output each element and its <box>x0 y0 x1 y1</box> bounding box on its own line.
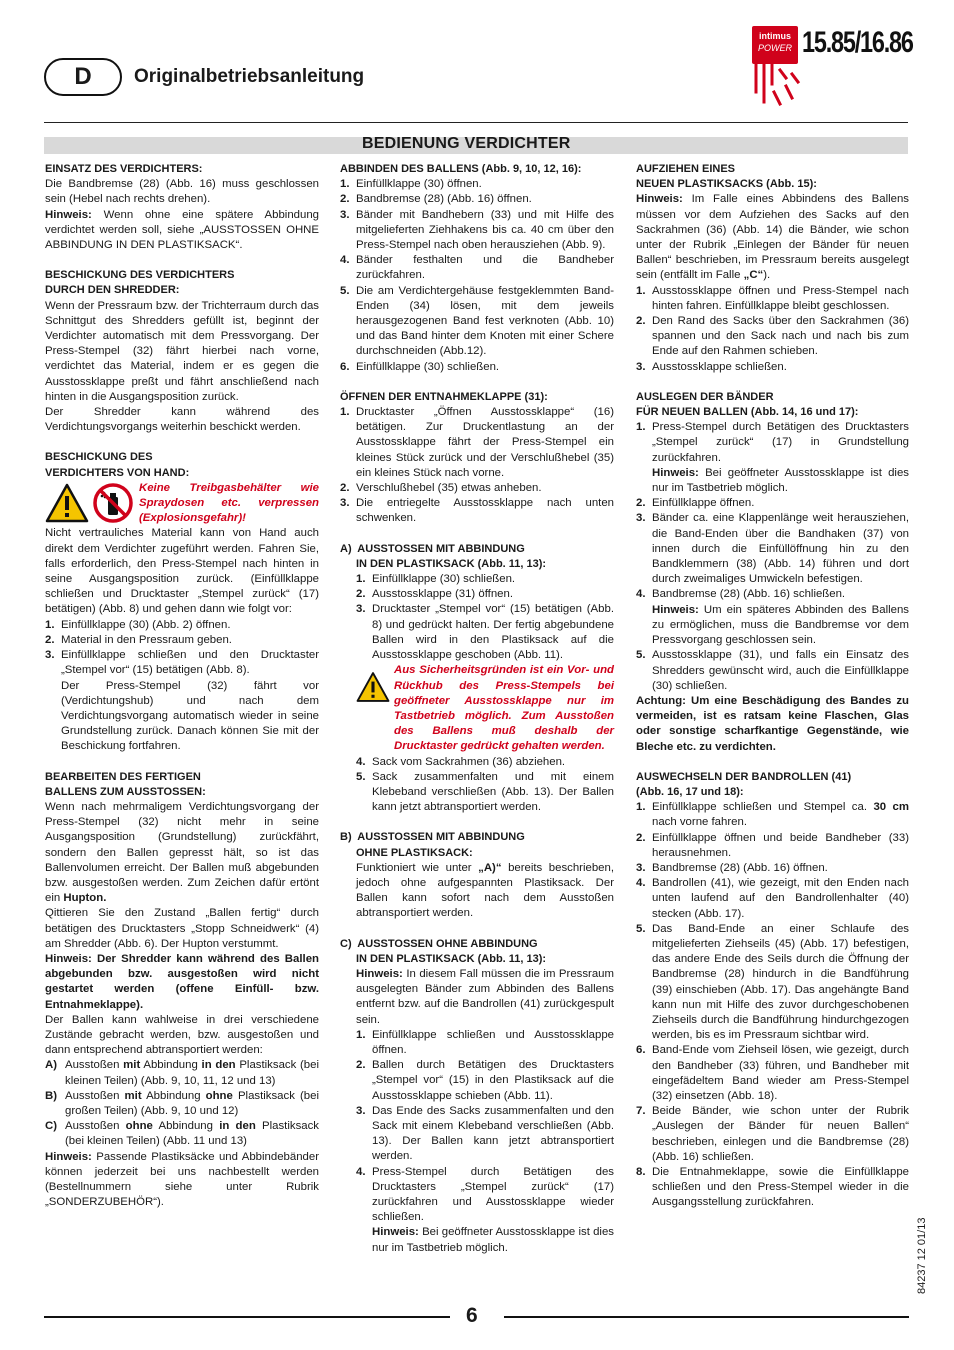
heading: BALLENS ZUM AUSSTOSSEN: <box>45 785 206 798</box>
list-text: Bandrollen (41), wie gezeigt, mit den Enden nach unten laufend auf den Bandrollenhalter (40) stecken (Abb. 17). <box>652 877 909 920</box>
heading: BEARBEITEN DES FERTIGEN <box>45 770 201 783</box>
heading: A) AUSSTOSSEN MIT ABBINDUNG <box>340 542 525 555</box>
list-item <box>636 1104 909 1165</box>
emphasis: „A)“ <box>478 861 502 874</box>
heading: AUSLEGEN DER BÄNDER <box>636 390 774 403</box>
warning-text: Aus Sicherheitsgründen ist ein Vor- und Rückhub des Press-Stempels bei geöffneter Ausstossklappe nur im Tastbetrieb möglich. Zum Ausstoßen des Ballens muß deshalb der Drucktaster gedrückt gehalten werden. <box>394 664 614 753</box>
list-text: Ausstoßen <box>65 1120 126 1133</box>
list-letter: B) <box>45 1089 58 1102</box>
list-text: Das Band-Ende an einer Schlaufe des mitgelieferten Ziehseils (45) (Abb. 17) befestigen, das andere Ende des Seils durch die Öffnung der Bandbremse (28) hindurch in die Bandführung (39) einschieben (Abb. 17). Das angehängte Band kann nun mit Hilfe des zuvor durchgeschobenen Ziehseils durch die Bandführung hindurchgezogen werden, bis es im Pressraum sichtbar wird. <box>652 922 909 1042</box>
list-number: 2. <box>636 497 646 510</box>
no-spray-can-icon <box>91 483 135 523</box>
paragraph <box>45 208 319 254</box>
list-text: Ausstossklappe (31) öffnen. <box>372 588 513 601</box>
paragraph <box>636 192 909 283</box>
list-number: 1. <box>636 801 646 814</box>
paragraph-text: Wenn nach mehrmaligem Verdichtungsvorgang der Press-Stempel (32) nicht mehr in seine Ausgangsposition (Grundstellung) zurückfährt, sondern den Ballen gepresst hält, so ist das Ballenvolumen erreicht. Der Ballen muß abgebunden bzw. ausgestoßen werden. Zum Zeichen dafür ertönt ein <box>45 800 319 905</box>
heading: ÖFFNEN DER ENTNAHMEKLAPPE (31): <box>340 390 548 403</box>
warning-text: Keine Treibgasbehälter wie Spraydosen etc. verpressen (Explosionsgefahr)! <box>139 481 319 525</box>
paragraph <box>45 800 319 906</box>
list-text: Bandbremse (28) (Abb. 16) öffnen. <box>356 193 532 206</box>
list-item <box>45 633 319 648</box>
numbered-list <box>45 618 319 679</box>
list-number: 4. <box>340 254 350 267</box>
list-text: Einfüllklappe (30) (Abb. 2) öffnen. <box>61 618 231 631</box>
list-text: Plastiksack (bei kleinen Teilen) (Abb. 11 und 13) <box>65 1120 319 1148</box>
list-text: Sack vom Sackrahmen (36) abziehen. <box>372 755 566 768</box>
list-item <box>636 587 909 602</box>
warning-block <box>340 663 614 754</box>
heading: FÜR NEUEN BALLEN (Abb. 14, 16 und 17): <box>636 406 859 419</box>
heading: ABBINDEN DES BALLENS (Abb. 9, 10, 12, 16): <box>340 163 582 175</box>
paragraph <box>340 967 614 1028</box>
list-text: Plastiksack (bei kleinen Teilen) (Abb. 9, 10, 11, 12 und 13) <box>65 1059 320 1087</box>
heading: OHNE PLASTIKSACK: <box>356 846 473 859</box>
paragraph: Wenn der Pressraum bzw. der Trichterraum durch das Schnittgut des Shredders gefüllt ist, beginnt der Verdichter automatisch mit dem Pressvorgang. Der Press-Stempel (32) fährt hierbei nach vorne, verdichtet das Material, indem er es gegen die Ausstossklappe preßt und fährt anschließend nach hinten in die Ausgangsposition zurück. <box>45 299 319 403</box>
paragraph: Der Ballen kann wahlweise in drei verschiedene Zustände gebracht werden, bzw. ausgestoßen und dann entsprechend abtransportiert werden: <box>45 1013 319 1057</box>
list-number: 2. <box>356 1059 366 1072</box>
list-item <box>636 800 909 830</box>
list-number: 1. <box>340 406 350 419</box>
list-item <box>340 405 614 481</box>
list-number: 3. <box>340 208 350 221</box>
list-item <box>340 208 614 254</box>
emphasis: ohne <box>205 1089 233 1102</box>
list-number: 5. <box>636 922 646 935</box>
list-text: Ausstossklappe schließen. <box>652 360 787 373</box>
header-divider <box>44 122 908 123</box>
list-number: 6. <box>340 360 350 373</box>
paragraph: Die Bandbremse (28) (Abb. 16) muss geschlossen sein (Hebel nach rechts drehen). <box>45 178 319 206</box>
column-1 <box>45 162 319 1210</box>
list-text: Die entriegelte Ausstossklappe nach unten schwenken. <box>356 497 614 525</box>
list-number: 3. <box>636 360 646 373</box>
note-text: Im Falle eines Abbindens des Ballens müssen vor dem Aufziehen des Sacks auf den Sackrahmen (36) (Abb. 14) die Bänder, wie schon unter der Rubrik „Einlegen der Bänder für neuen Ballen“ beschrieben, im Pressraum bereits ausgelegt sein (entfällt im Falle <box>636 193 909 282</box>
list-text: Einfüllklappe schließen und Ausstossklappe öffnen. <box>372 1028 614 1056</box>
paragraph: Hinweis: Der Shredder kann während des Ballen abgebunden bzw. ausgestoßen wird nicht gestartet werden (offene Einfüll- bzw. Entnahmeklappe). <box>45 952 319 1011</box>
list-item <box>636 831 909 861</box>
warning-block <box>45 481 319 527</box>
footer-divider-right <box>504 1316 909 1318</box>
logo-shred-stripes-icon <box>752 64 802 106</box>
note-label: Hinweis: <box>45 208 92 221</box>
lettered-list <box>45 1058 319 1149</box>
paragraph-text: bereits beschrieben, jedoch ohne aufgespannten Plastiksack. Der Ballen kann sofort nach dem Ausstoßen abtransportiert werden. <box>356 861 614 920</box>
list-number: 1. <box>636 284 646 297</box>
list-number: 4. <box>356 755 366 768</box>
list-text: Drucktaster „Stempel vor“ (15) betätigen (Abb. 8) und gedrückt halten. Der fertig abgebundene Ballen wird in den Plastiksack auf die Ausstossklappe geschoben (Abb. 11). <box>372 603 614 662</box>
list-item <box>340 177 614 192</box>
list-item <box>636 511 909 587</box>
list-letter: C) <box>45 1120 58 1133</box>
list-number: 3. <box>45 649 55 662</box>
list-text: Ausstoßen <box>65 1089 125 1102</box>
footer-divider-left <box>44 1316 450 1318</box>
list-number: 1. <box>356 1028 366 1041</box>
list-number: 1. <box>356 573 366 586</box>
list-text: Einfüllklappe schließen und Stempel ca. <box>652 801 874 814</box>
list-number: 3. <box>356 603 366 616</box>
list-item <box>356 572 614 587</box>
caution-paragraph: Achtung: Um eine Beschädigung des Bandes zu vermeiden, ist es ratsam keine Flaschen, Glas oder sonstige scharfkantige Gegenstände, wie Bleche etc. zu verdichten. <box>636 694 909 753</box>
list-number: 2. <box>636 315 646 328</box>
heading: IN DEN PLASTIKSACK (Abb. 11, 13): <box>356 952 547 965</box>
note-text: Wenn ohne eine spätere Abbindung verdichtet werden soll, siehe „AUSSTOSSEN OHNE ABBINDUNG IN DEN PLASTIKSACK“. <box>45 208 319 252</box>
note-text: Bei geöffneter Ausstossklappe ist dies nur im Tastbetrieb möglich. <box>372 1226 614 1254</box>
list-number: 2. <box>636 831 646 844</box>
note-label: Hinweis: <box>356 967 403 980</box>
list-item <box>45 1119 319 1149</box>
list-text: Einfüllklappe schließen und den Drucktaster „Stempel vor“ (15) betätigen (Abb. 8). <box>61 649 319 677</box>
list-item <box>636 1043 909 1104</box>
heading: C) AUSSTOSSEN OHNE ABBINDUNG <box>340 937 538 950</box>
list-item <box>356 587 614 602</box>
list-item <box>340 481 614 496</box>
list-text: Das Ende des Sacks zusammenfalten und den Sack mit einem Klebeband verschließen (Abb. 13). Der Ballen kann jetzt abtransportiert werden. <box>372 1104 614 1163</box>
list-text: Bandbremse (28) (Abb. 16) öffnen. <box>652 861 828 874</box>
list-item <box>340 253 614 283</box>
list-text: Bänder ca. eine Klappenlänge weit herausziehen, die Band-Enden über die Bandhaken (37) von innen durch die Einfüllöffnung hin zu den Bandklemmern (38) (Abb. 14) führen und dort durch zweimaliges Umwickeln befestigen. <box>652 512 909 586</box>
list-item <box>636 648 909 694</box>
emphasis: ohne <box>125 1120 153 1133</box>
numbered-list <box>636 420 909 466</box>
logo-sub-text: POWER <box>757 43 792 53</box>
heading: NEUEN PLASTIKSACKS (Abb. 15): <box>636 178 817 191</box>
list-number: 8. <box>636 1166 646 1178</box>
paragraph <box>636 466 909 496</box>
list-text: Press-Stempel durch Betätigen des Drucktasters „Stempel zurück“ (17) zurückfahren und Ausstossklappe wieder schließen. <box>372 1165 614 1224</box>
paragraph: Der Shredder kann während des Verdichtungsvorgangs weiterhin beschickt werden. <box>45 406 319 434</box>
list-text: Press-Stempel durch Betätigen des Drucktasters „Stempel zurück“ (17) in Grundstellung zurückfahren. <box>652 421 909 464</box>
note-label: Hinweis: <box>652 603 699 616</box>
note-text: In diesem Fall müssen die im Pressraum ausgelegten Bänder zum Abbinden des Ballens entfernt bzw. auf die Bandrollen (41) zurückgespult sein. <box>356 967 614 1026</box>
list-item <box>45 1089 319 1119</box>
list-letter: A) <box>45 1059 58 1072</box>
paragraph-text: Funktioniert wie unter <box>356 861 479 874</box>
paragraph: Der Press-Stempel (32) fährt vor (Verdichtungshub) und nach dem Verdichtungsvorgang automatisch wieder in seine Grundstellung zurück. Danach können Sie mit der Beschickung fortfahren. <box>61 679 319 753</box>
list-text: nach vorne fahren. <box>652 816 747 829</box>
list-item <box>45 1058 319 1088</box>
heading: AUSWECHSELN DER BANDROLLEN (41) <box>636 770 852 783</box>
numbered-list <box>340 572 614 663</box>
numbered-list <box>340 405 614 527</box>
numbered-list <box>636 800 909 1210</box>
list-number: 1. <box>340 178 350 191</box>
list-number: 3. <box>636 512 646 525</box>
list-number: 5. <box>636 649 646 662</box>
list-text: Einfüllklappe öffnen und beide Bandheber (33) herausnehmen. <box>652 831 909 859</box>
note-label: Hinweis: <box>45 1150 92 1163</box>
numbered-list <box>636 648 909 694</box>
list-number: 2. <box>45 633 55 646</box>
list-item <box>356 1028 614 1058</box>
model-number: 15.85/16.86 <box>802 26 913 59</box>
list-number: 6. <box>636 1044 646 1057</box>
paragraph <box>45 1150 319 1211</box>
brand-logo <box>752 26 798 64</box>
heading: EINSATZ DES VERDICHTERS: <box>45 163 203 175</box>
list-text: Abbindung <box>140 1059 202 1072</box>
language-badge: D <box>44 58 122 96</box>
list-item <box>636 876 909 922</box>
list-text: Abbindung <box>152 1120 220 1133</box>
list-text: Die Entnahmeklappe, sowie die Einfüllklappe schließen und den Press-Stempel wieder in die Ausgangsstellung zurückfahren. <box>652 1166 909 1209</box>
list-item <box>356 770 614 816</box>
numbered-list <box>636 496 909 602</box>
section-title: BEDIENUNG VERDICHTER <box>362 135 571 152</box>
paragraph <box>636 603 909 649</box>
numbered-list <box>340 1028 614 1226</box>
emphasis: mit <box>124 1089 142 1102</box>
list-item <box>636 314 909 360</box>
paragraph <box>340 861 614 922</box>
list-number: 2. <box>340 482 350 495</box>
list-text: Ballen durch Betätigen des Drucktasters „Stempel vor“ (15) in den Plastiksack auf die Ausstossklappe schieben (Abb. 11). <box>372 1059 614 1102</box>
note-text: Passende Plastiksäcke und Abbindebänder können jederzeit bei uns nachbestellt werden (Bestellnummern siehe unter Rubrik „SONDERZUBEHÖR“). <box>45 1150 319 1209</box>
emphasis: „C“ <box>743 269 764 282</box>
heading: VERDICHTERS VON HAND: <box>45 466 190 479</box>
document-reference: 84237 12 01/13 <box>916 1217 928 1294</box>
list-item <box>356 1104 614 1165</box>
list-item <box>636 360 909 375</box>
list-text: Ausstossklappe öffnen und Press-Stempel nach hinten fahren. Einfüllklappe bleibt geschlossen. <box>652 284 909 312</box>
list-item <box>636 922 909 1044</box>
list-text: Bänder mit Bandhebern (33) und mit Hilfe des mitgelieferten Ziehhakens bis ca. 40 cm über den Press-Stempel nach oben herausziehen (Abb. 9). <box>356 208 614 252</box>
list-number: 3. <box>340 497 350 510</box>
heading: DURCH DEN SHREDDER: <box>45 284 180 297</box>
heading: BESCHICKUNG DES <box>45 451 153 464</box>
heading: BESCHICKUNG DES VERDICHTERS <box>45 269 235 282</box>
column-2 <box>340 162 614 1256</box>
list-number: 1. <box>636 421 646 434</box>
list-item <box>45 618 319 633</box>
list-text: Beide Bänder, wie schon unter der Rubrik „Auslegen der Bänder für neuen Ballen“ beschrieben, einlegen und die Bandbremse (28) (Abb. 16) schließen. <box>652 1105 909 1163</box>
logo-brand-text: intimus <box>758 31 791 41</box>
warning-triangle-icon <box>45 483 89 523</box>
list-text: Drucktaster „Öffnen Ausstossklappe“ (16) betätigen. Zur Druckentlastung an der Ausstossklappe fährt der Press-Stempel ein kleines Stück zurück und der Verschlußhebel (35) ein kleines Stück nach vorne. <box>356 406 614 479</box>
list-item <box>340 360 614 375</box>
list-text: Material in den Pressraum geben. <box>61 633 232 646</box>
emphasis: mit <box>123 1059 141 1072</box>
list-number: 7. <box>636 1105 646 1118</box>
note-label: Hinweis: <box>636 193 683 206</box>
list-item <box>356 602 614 663</box>
list-item <box>356 1165 614 1226</box>
list-item <box>356 1058 614 1104</box>
list-number: 3. <box>356 1104 366 1117</box>
page-number: 6 <box>466 1304 478 1327</box>
list-number: 4. <box>636 877 646 890</box>
emphasis: 30 cm <box>873 801 909 814</box>
paragraph <box>340 1225 614 1255</box>
list-text: Bandbremse (28) (Abb. 16) schließen. <box>652 588 846 601</box>
list-text: Plastiksack (bei großen Teilen) (Abb. 9, 10 und 12) <box>65 1089 319 1117</box>
list-item <box>636 1165 909 1211</box>
note-text: ). <box>763 269 771 282</box>
list-item <box>340 284 614 360</box>
list-text: Einfüllklappe (30) öffnen. <box>356 178 482 191</box>
emphasis: in den <box>201 1059 236 1072</box>
list-text: Den Rand des Sacks über den Sackrahmen (36) spannen und den Sack nach und nach bis zum Ende auf den Rahmen schieben. <box>652 315 909 358</box>
numbered-list <box>340 177 614 375</box>
list-number: 1. <box>45 618 55 631</box>
list-item <box>636 420 909 466</box>
list-item <box>340 192 614 207</box>
list-text: Sack zusammenfalten und mit einem Klebeband verschließen (Abb. 13). Der Ballen kann jetzt abtransportiert werden. <box>372 770 614 814</box>
list-number: 2. <box>340 193 350 206</box>
list-item <box>636 496 909 511</box>
numbered-list <box>340 755 614 816</box>
numbered-list <box>636 284 909 375</box>
list-number: 4. <box>636 588 646 601</box>
column-3 <box>636 162 909 1211</box>
note-text: Um ein späteres Abbinden des Ballens zu ermöglichen, muss die Bandbremse vor dem Pressvorgang geschlossen sein. <box>652 603 909 647</box>
list-item <box>636 284 909 314</box>
list-text: Ausstoßen <box>65 1059 124 1072</box>
list-text: Bänder festhalten und die Bandheber zurückfahren. <box>356 254 614 282</box>
paragraph: Qittieren Sie den Zustand „Ballen fertig“ durch betätigen des Drucktasters „Stopp Schneidwerk“ (4) am Shredder (Abb. 6). Der Hupton verstummt. <box>45 907 319 950</box>
list-text: Einfüllklappe (30) schließen. <box>372 573 516 586</box>
list-text: Band-Ende vom Ziehseil lösen, wie gezeigt, durch den Bandheber (33) führen, und Bandheber mit eingefädeltem Band wieder am Press-Stempel (32) einsetzen (Abb. 18). <box>652 1044 909 1102</box>
list-number: 5. <box>340 284 350 297</box>
list-number: 5. <box>356 770 366 783</box>
heading: AUFZIEHEN EINES <box>636 163 736 175</box>
list-text: Ausstossklappe (31), und falls ein Einsatz des Shredders gewünscht wird, auch die Einfüllklappe (30) schließen. <box>652 649 909 692</box>
warning-triangle-icon <box>356 671 390 703</box>
list-item <box>45 648 319 678</box>
heading: (Abb. 16, 17 und 18): <box>636 785 744 798</box>
list-number: 3. <box>636 861 646 874</box>
list-number: 2. <box>356 588 366 601</box>
note-label: Hinweis: <box>372 1226 419 1239</box>
header-title: Originalbetriebsanleitung <box>134 66 365 87</box>
note-label: Hinweis: <box>652 466 699 479</box>
list-text: Verschlußhebel (35) etwas anheben. <box>356 482 542 495</box>
paragraph: Nicht vertrauliches Material kann von Hand auch direkt dem Verdichter zugeführt werden. Fahren Sie, falls erforderlich, den Press-Stempel nach hinten in seine Ausgangsposition zurück. (Einfüllklappe schließen und Drucktaster „Stempel zurück“ (17) betätigen) (Abb. 8) und gehen dann wie folgt vor: <box>45 527 319 616</box>
list-text: Einfüllklappe öffnen. <box>652 497 755 510</box>
list-item <box>340 496 614 526</box>
list-text: Die am Verdichtergehäuse festgeklemmten Band-Enden (34) lösen, mit dem jeweils herausgezogenen Band fest verknoten (Abb. 10) und das Band hinter dem Knoten mit einer Schere durchschneiden (Abb.12). <box>356 284 614 358</box>
heading: B) AUSSTOSSEN MIT ABBINDUNG <box>340 831 525 844</box>
list-number: 4. <box>356 1165 366 1178</box>
list-text: Einfüllklappe (30) schließen. <box>356 360 500 373</box>
heading: IN DEN PLASTIKSACK (Abb. 11, 13): <box>356 557 547 570</box>
emphasis: in den <box>219 1120 256 1133</box>
list-item <box>356 755 614 770</box>
list-text: Abbindung <box>141 1089 206 1102</box>
emphasis: Hupton. <box>63 892 107 905</box>
list-item <box>636 861 909 876</box>
note-text: Bei geöffneter Ausstossklappe ist dies nur im Tastbetrieb möglich. <box>652 466 909 495</box>
